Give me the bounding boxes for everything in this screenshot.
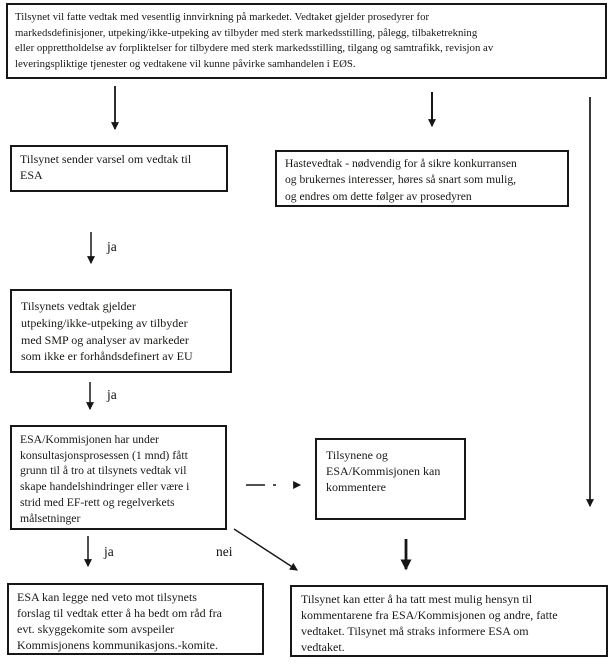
- box-vedtak-innvirkning: Tilsynet vil fatte vedtak med vesentlig innvirkning på markedet. Vedtaket gjelder prosedyrer for markedsdefinisjoner, utpeking/ikke-utpeking av tilbyder med sterk markedsstilling, pålegg, tilbaketrekning eller opprettholdelse av forpliktelser for tilbydere med sterk markedsstilling, tilgang og samtrafikk, revisjon av leveringspliktige tjenester og vedtakene vil kunne påvirke samhandelen i EØS.: [6, 3, 607, 79]
- box-smp-vedtak: Tilsynets vedtak gjelder utpeking/ikke-utpeking av tilbyder med SMP og analyser av markeder som ikke er forhåndsdefinert av EU: [10, 289, 232, 373]
- label-ja-2: ja: [107, 387, 117, 402]
- box-varsel-til-esa: Tilsynet sender varsel om vedtak til ESA: [10, 145, 228, 192]
- label-nei: nei: [216, 544, 233, 559]
- box-fatte-vedtak: Tilsynet kan etter å ha tatt mest mulig hensyn til kommentarene fra ESA/Kommisjonen og andre, fatte vedtaket. Tilsynet må straks informere ESA om vedtaket.: [290, 585, 608, 657]
- box-hastevedtak: Hastevedtak - nødvendig for å sikre konkurransen og brukernes interesser, høres så snart som mulig, og endres om dette følger av prosedyren: [275, 150, 569, 207]
- label-ja-1: ja: [107, 239, 117, 254]
- box-kan-kommentere: Tilsynene og ESA/Kommisjonen kan kommentere: [315, 438, 466, 520]
- box-esa-veto: ESA kan legge ned veto mot tilsynets forslag til vedtak etter å ha bedt om råd fra evt. skyggekomite som avspeiler Kommisjonens kommunikasjons.-komite.: [7, 583, 264, 655]
- arrow-nei-diagonal: [234, 529, 297, 570]
- box-konsultasjonsprosess: ESA/Kommisjonen har under konsultasjonsprosessen (1 mnd) fått grunn til å tro at tilsynets vedtak vil skape handelshindringer eller være i strid med EF-rett og regelverkets målsetninger: [10, 425, 227, 530]
- label-ja-3: ja: [104, 544, 114, 559]
